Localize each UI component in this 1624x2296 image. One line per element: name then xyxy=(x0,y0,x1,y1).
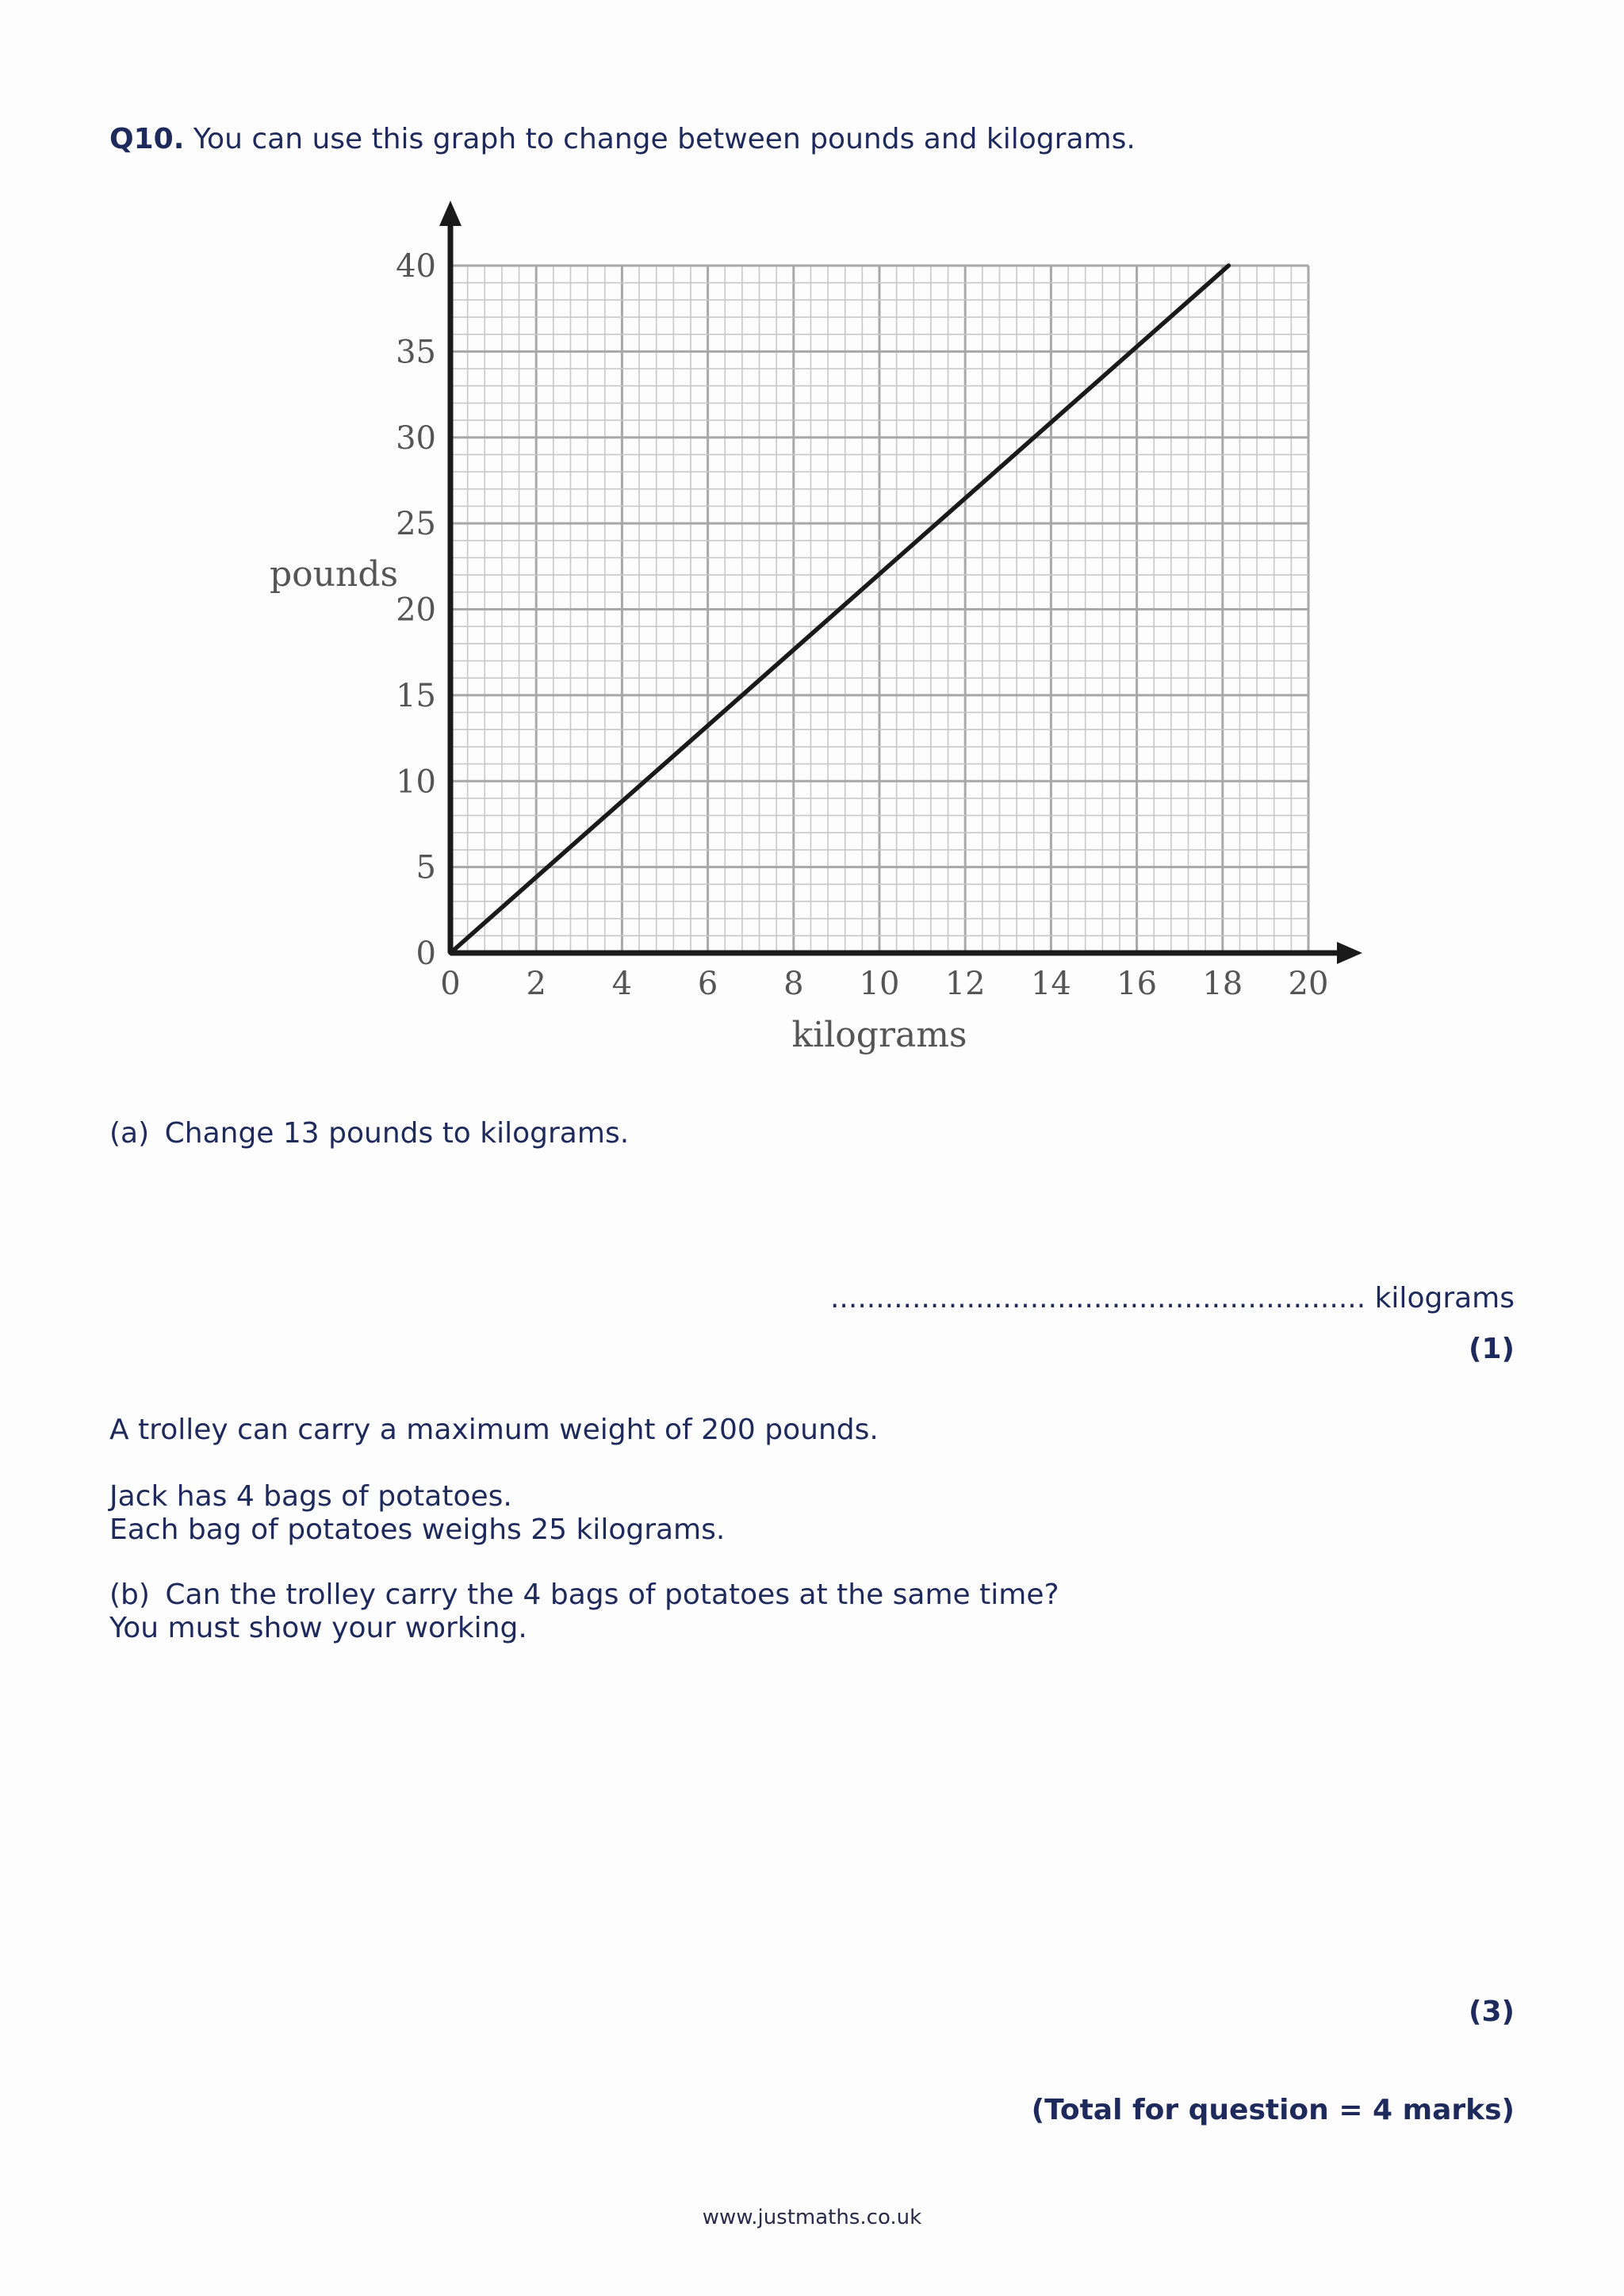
part-a-question xyxy=(109,1116,629,1151)
y-tick-label: 0 xyxy=(416,936,436,972)
x-tick-label: 18 xyxy=(1202,966,1243,1002)
y-axis-arrow-icon xyxy=(439,201,462,226)
x-tick-label: 0 xyxy=(440,966,461,1002)
x-tick-label: 14 xyxy=(1030,966,1071,1002)
x-tick-label: 4 xyxy=(611,966,633,1002)
part-b-text: Can the trolley carry the 4 bags of potatoes at the same time? xyxy=(165,1578,1059,1611)
x-tick-label: 6 xyxy=(697,966,718,1002)
x-tick-label: 12 xyxy=(944,966,986,1002)
x-axis-arrow-icon xyxy=(1337,942,1362,964)
y-tick-label: 35 xyxy=(396,334,436,371)
part-b-instruction: You must show your working. xyxy=(109,1612,527,1644)
part-b-question xyxy=(109,1578,1059,1613)
x-tick-label: 2 xyxy=(526,966,546,1002)
y-tick-label: 20 xyxy=(396,591,436,629)
total-marks: (Total for question = 4 marks) xyxy=(1031,2094,1515,2126)
x-tick-label: 20 xyxy=(1288,966,1329,1002)
question-number: Q10. xyxy=(109,123,185,155)
x-tick-label: 16 xyxy=(1116,966,1158,1002)
context-line-1: A trolley can carry a maximum weight of 200 pounds. xyxy=(109,1414,879,1446)
y-tick-label: 40 xyxy=(396,248,436,285)
part-a-text: Change 13 pounds to kilograms. xyxy=(164,1117,630,1150)
conversion-graph xyxy=(246,190,1388,1062)
context-line-3: Each bag of potatoes weighs 25 kilograms. xyxy=(109,1513,726,1546)
y-axis-label: pounds xyxy=(270,554,399,595)
context-line-2: Jack has 4 bags of potatoes. xyxy=(109,1480,512,1513)
x-tick-label: 8 xyxy=(783,966,804,1002)
footer-url[interactable]: www.justmaths.co.uk xyxy=(702,2206,922,2229)
x-axis-label: kilograms xyxy=(791,1015,967,1055)
part-b-marks: (3) xyxy=(1469,1996,1515,2028)
y-tick-label: 30 xyxy=(396,419,436,457)
question-intro xyxy=(109,122,1136,157)
part-b-working-area[interactable] xyxy=(109,1665,1515,1982)
part-a-marks: (1) xyxy=(1469,1333,1515,1365)
y-tick-label: 10 xyxy=(396,763,436,801)
x-tick-label: 10 xyxy=(859,966,900,1002)
y-tick-label: 15 xyxy=(396,677,436,714)
part-a-answer-line[interactable]: ........................................................... kilograms xyxy=(829,1282,1515,1314)
part-a-label: (a) xyxy=(109,1117,150,1150)
question-intro-text: You can use this graph to change between pounds and kilograms. xyxy=(193,123,1136,155)
y-tick-label: 5 xyxy=(416,849,436,886)
part-b-label: (b) xyxy=(109,1578,150,1611)
y-tick-label: 25 xyxy=(396,506,436,543)
